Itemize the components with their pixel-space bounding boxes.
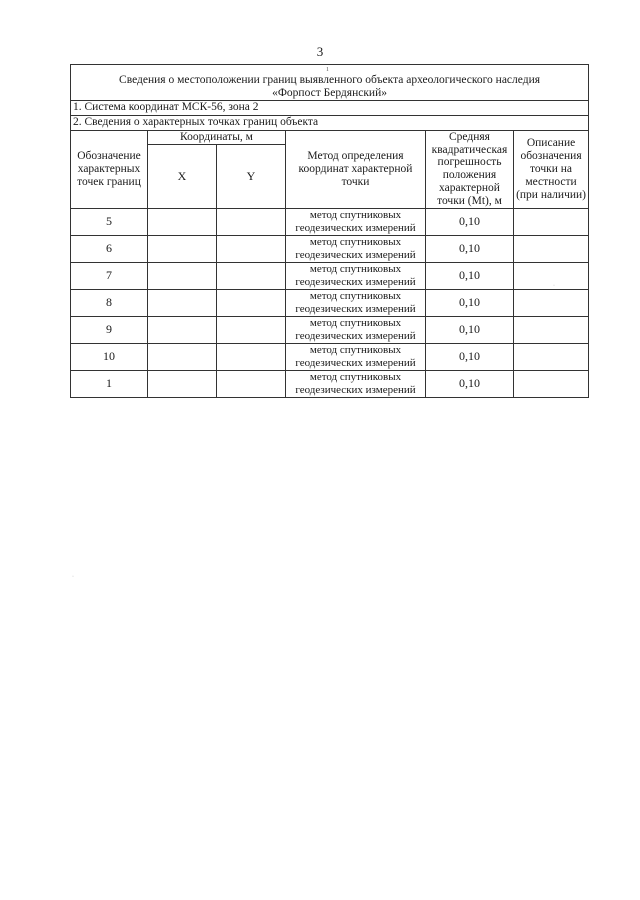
coord-y [217, 370, 286, 397]
point-number: 8 [71, 289, 148, 316]
method: метод спутниковых геодезических измерений [286, 208, 426, 235]
coord-x [148, 262, 217, 289]
table-row [71, 208, 589, 235]
document-title [71, 65, 589, 101]
header-x: X [148, 145, 217, 209]
description [514, 235, 589, 262]
coord-y [217, 208, 286, 235]
accuracy: 0,10 [426, 262, 514, 289]
point-number: 1 [71, 370, 148, 397]
title-line-1-text: Сведения о местоположении границ выявленного объекта археологического наследия [119, 73, 541, 86]
table-row [71, 370, 589, 397]
point-number: 5 [71, 208, 148, 235]
coord-x [148, 208, 217, 235]
stray-mark: ı [326, 64, 329, 73]
coord-y [217, 343, 286, 370]
scan-speck: · [72, 574, 74, 580]
coord-y [217, 235, 286, 262]
point-number: 9 [71, 316, 148, 343]
coord-y [217, 262, 286, 289]
description [514, 289, 589, 316]
coord-x [148, 316, 217, 343]
method: метод спутниковых геодезических измерений [286, 289, 426, 316]
scan-speck: · [553, 283, 555, 289]
coord-y [217, 289, 286, 316]
header-method: Метод определения координат характерной точки [286, 130, 426, 208]
accuracy: 0,10 [426, 370, 514, 397]
description [514, 262, 589, 289]
title-line-2: «Форпост Бердянский» [272, 86, 387, 99]
coordinate-system: 1. Система координат МСК-56, зона 2 [71, 100, 589, 115]
description [514, 316, 589, 343]
coord-x [148, 235, 217, 262]
method: метод спутниковых геодезических измерений [286, 235, 426, 262]
table-row [71, 316, 589, 343]
accuracy: 0,10 [426, 343, 514, 370]
description [514, 370, 589, 397]
table-row [71, 289, 589, 316]
boundary-points-table [70, 64, 589, 398]
accuracy: 0,10 [426, 235, 514, 262]
description [514, 343, 589, 370]
header-coordinates: Координаты, м [148, 130, 286, 145]
method: метод спутниковых геодезических измерений [286, 343, 426, 370]
method: метод спутниковых геодезических измерений [286, 370, 426, 397]
point-number: 10 [71, 343, 148, 370]
coord-x [148, 370, 217, 397]
description [514, 208, 589, 235]
header-point: Обозначение характерных точек границ [71, 130, 148, 208]
page-number: 3 [316, 44, 324, 59]
title-line-1 [73, 65, 586, 87]
coord-x [148, 289, 217, 316]
points-section-title: 2. Сведения о характерных точках границ объекта [71, 115, 589, 130]
point-number: 7 [71, 262, 148, 289]
table-row [71, 235, 589, 262]
header-description: Описание обозначения точки на местности (при наличии) [514, 130, 589, 208]
method: метод спутниковых геодезических измерений [286, 316, 426, 343]
header-accuracy: Средняя квадратическая погрешность положения характерной точки (Mt), м [426, 130, 514, 208]
accuracy: 0,10 [426, 208, 514, 235]
coord-y [217, 316, 286, 343]
coord-x [148, 343, 217, 370]
accuracy: 0,10 [426, 316, 514, 343]
method: метод спутниковых геодезических измерений [286, 262, 426, 289]
header-y: Y [217, 145, 286, 209]
accuracy: 0,10 [426, 289, 514, 316]
table-row [71, 343, 589, 370]
table-row [71, 262, 589, 289]
point-number: 6 [71, 235, 148, 262]
